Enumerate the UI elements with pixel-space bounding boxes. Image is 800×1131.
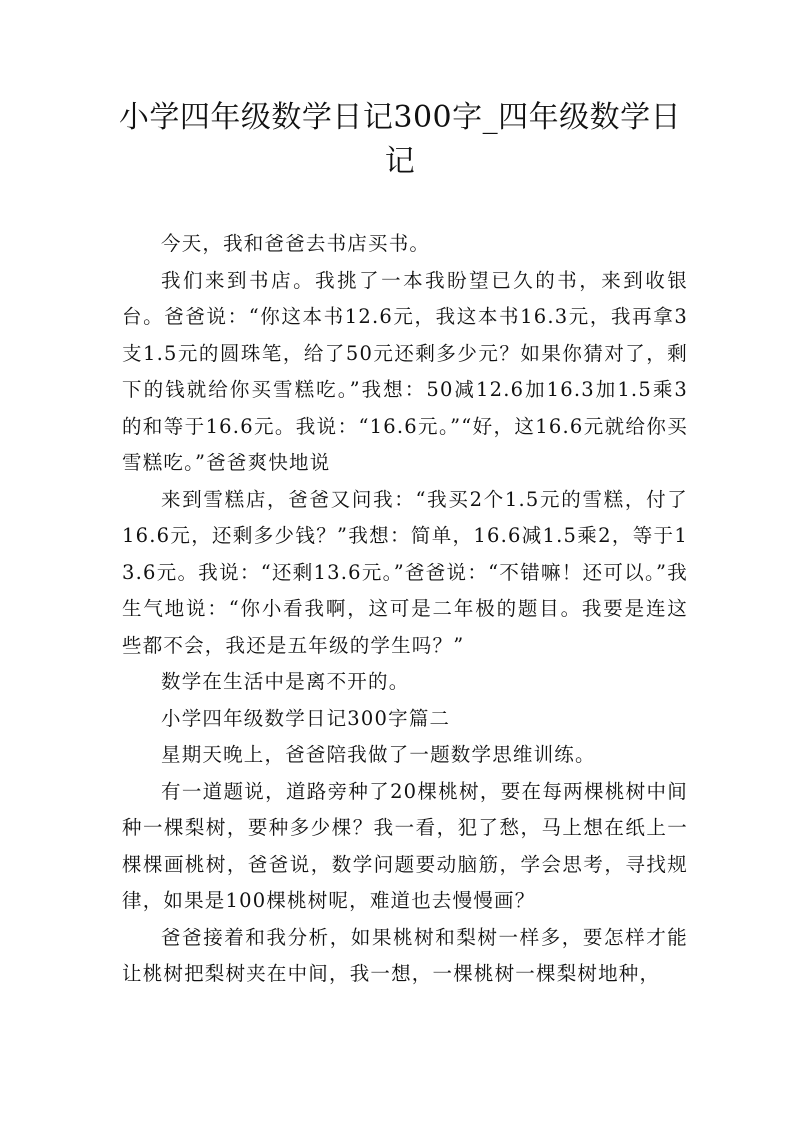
section-heading: 小学四年级数学日记300字篇二	[161, 706, 451, 730]
paragraph: 爸爸接着和我分析，如果桃树和梨树一样多，要怎样才能让桃树把梨树夹在中间，我一想，一棵桃树一棵梨树地种，	[122, 925, 688, 985]
paragraph: 有一道题说，道路旁种了20棵桃树，要在每两棵桃树中间种一棵梨树，要种多少棵？我一看，犯了愁，马上想在纸上一棵棵画桃树，爸爸说，数学问题要动脑筋，学会思考，寻找规律，如果是100棵桃树呢，难道也去慢慢画？	[122, 779, 688, 912]
paragraph: 数学在生活中是离不开的。	[161, 670, 410, 693]
paragraph: 今天，我和爸爸去书店买书。	[161, 232, 431, 255]
document-body	[122, 226, 688, 993]
paragraph: 来到雪糕店，爸爸又问我：“我买2个1.5元的雪糕，付了16.6元，还剩多少钱？”我想：简单，16.6减1.5乘2，等于13.6元。我说：“还剩13.6元。”爸爸说：“不错嘛！还可以。”我生气地说：“你小看我啊，这可是二年极的题目。我要是连这些都不会，我还是五年级的学生吗？”	[122, 487, 688, 657]
paragraph: 星期天晚上，爸爸陪我做了一题数学思维训练。	[161, 743, 596, 766]
paragraph: 我们来到书店。我挑了一本我盼望已久的书，来到收银台。爸爸说：“你这本书12.6元，我这本书16.3元，我再拿3支1.5元的圆珠笔，给了50元还剩多少元？如果你猜对了，剩下的钱就给你买雪糕吃。”我想：50减12.6加16.3加1.5乘3的和等于16.6元。我说：“16.6元。”“好，这16.6元就给你买雪糕吃。”爸爸爽快地说	[122, 268, 688, 474]
document-title: 小学四年级数学日记300字_四年级数学日记	[118, 100, 682, 179]
